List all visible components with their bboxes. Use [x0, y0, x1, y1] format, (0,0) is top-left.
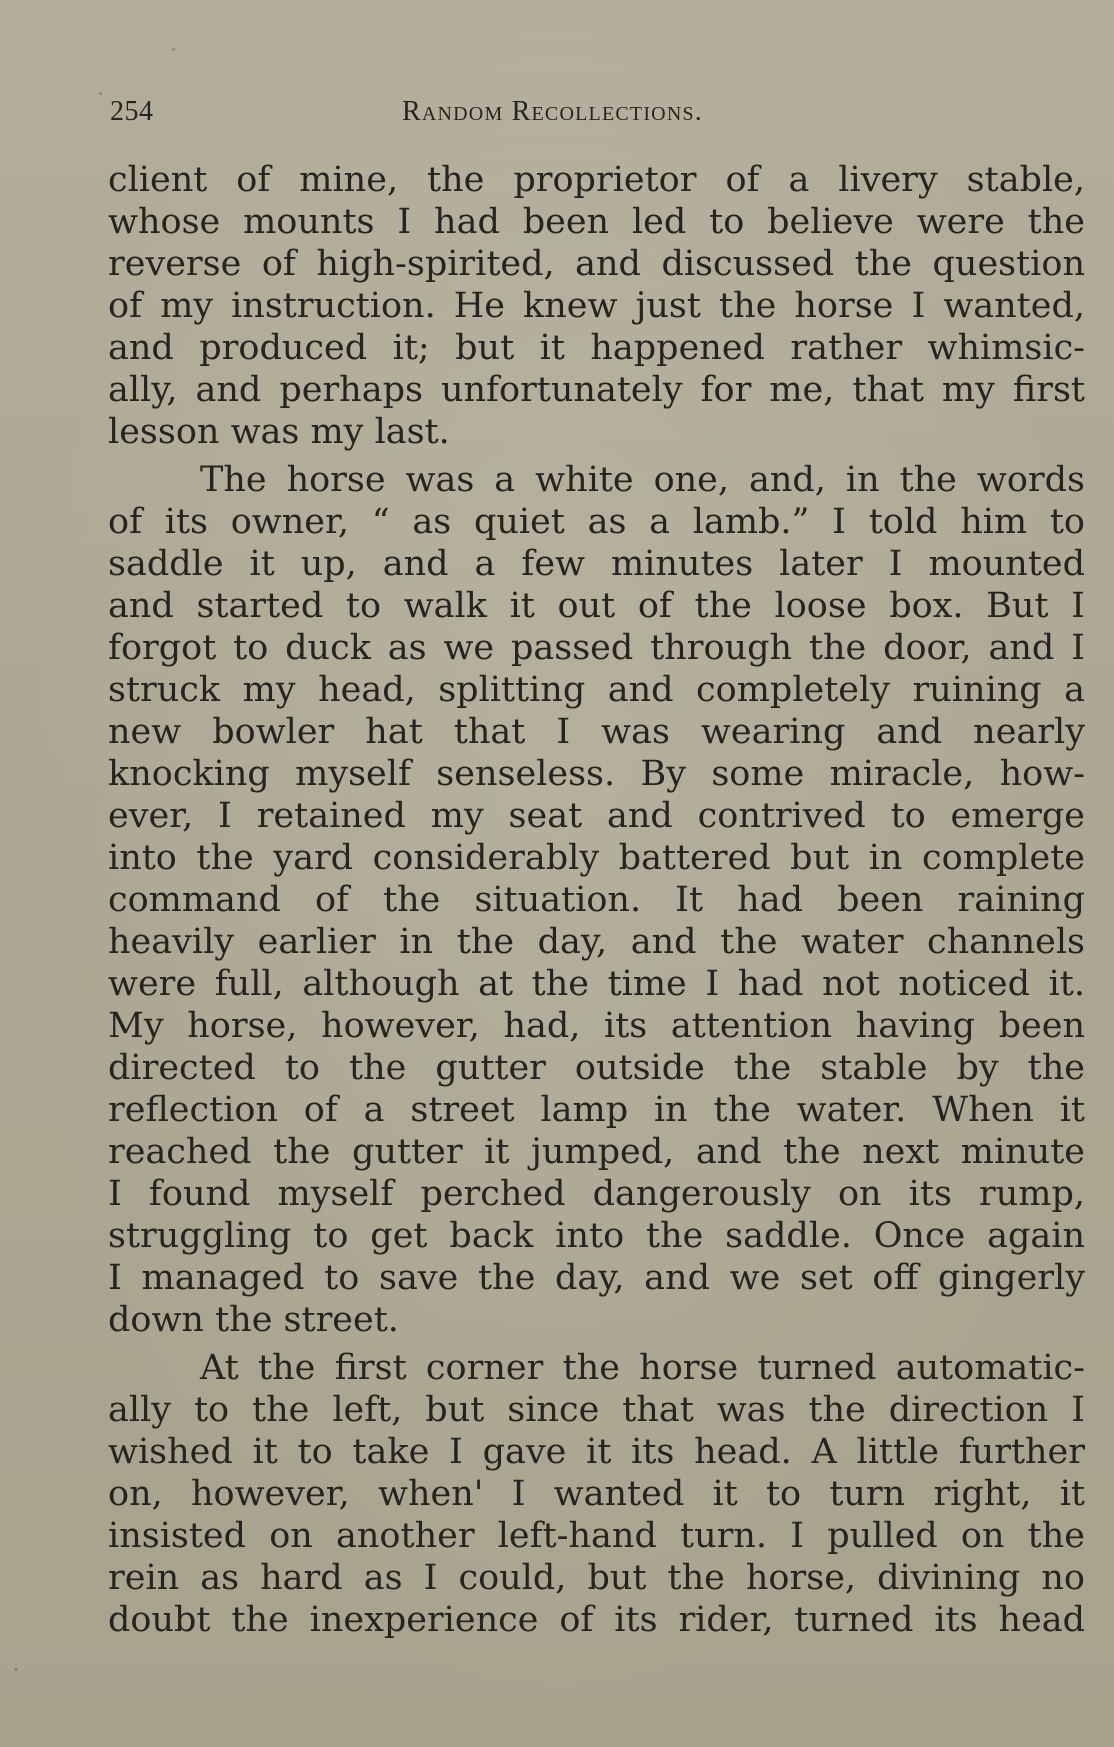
- paragraph: [108, 159, 1085, 453]
- running-title: Random Recollections.: [402, 96, 703, 127]
- text-line: At the first corner the horse turned automatic-: [200, 1348, 1085, 1388]
- text-line: saddle it up, and a few minutes later I mounted: [108, 544, 1085, 584]
- paper-speck: [14, 1668, 18, 1671]
- text-line: into the yard considerably battered but in complete: [108, 838, 1085, 878]
- text-line: were full, although at the time I had not noticed it.: [108, 964, 1085, 1004]
- text-line: and produced it; but it happened rather whimsic-: [108, 328, 1085, 368]
- text-line: directed to the gutter outside the stable by the: [108, 1048, 1085, 1088]
- text-line: heavily earlier in the day, and the water channels: [108, 922, 1085, 962]
- text-line: reached the gutter it jumped, and the next minute: [108, 1132, 1085, 1172]
- text-line: command of the situation. It had been raining: [108, 880, 1085, 920]
- paper-speck: [172, 48, 175, 51]
- text-line: I found myself perched dangerously on its rump,: [108, 1174, 1085, 1214]
- text-line: My horse, however, had, its attention having been: [108, 1006, 1085, 1046]
- text-line: reflection of a street lamp in the water. When it: [108, 1090, 1085, 1130]
- text-line: down the street.: [108, 1300, 399, 1340]
- body-text: [108, 159, 1085, 1641]
- text-line: struck my head, splitting and completely ruining a: [108, 670, 1085, 710]
- text-line: and started to walk it out of the loose box. But I: [108, 586, 1085, 626]
- text-line: ever, I retained my seat and contrived to emerge: [108, 796, 1085, 836]
- text-line: of its owner, “ as quiet as a lamb.” I told him to: [108, 502, 1085, 542]
- text-line: struggling to get back into the saddle. Once again: [108, 1216, 1085, 1256]
- text-line: lesson was my last.: [108, 412, 450, 452]
- text-line: doubt the inexperience of its rider, turned its head: [108, 1600, 1085, 1640]
- page-number: 254: [110, 96, 154, 127]
- text-line: ally, and perhaps unfortunately for me, that my first: [108, 370, 1085, 410]
- text-line: insisted on another left-hand turn. I pulled on the: [108, 1516, 1085, 1556]
- paragraph: [108, 459, 1085, 1341]
- running-head: [108, 96, 1088, 136]
- text-line: whose mounts I had been led to believe were the: [108, 202, 1085, 242]
- text-line: forgot to duck as we passed through the door, and I: [108, 628, 1085, 668]
- text-line: new bowler hat that I was wearing and nearly: [108, 712, 1085, 752]
- paper-speck: [99, 92, 102, 95]
- text-line: of my instruction. He knew just the horse I wanted,: [108, 286, 1085, 326]
- text-line: I managed to save the day, and we set off gingerly: [108, 1258, 1085, 1298]
- text-line: client of mine, the proprietor of a livery stable,: [108, 160, 1085, 200]
- text-line: rein as hard as I could, but the horse, divining no: [108, 1558, 1085, 1598]
- paragraph: [108, 1347, 1085, 1641]
- text-line: The horse was a white one, and, in the words: [200, 460, 1085, 500]
- text-line: ally to the left, but since that was the direction I: [108, 1390, 1085, 1430]
- text-line: wished it to take I gave it its head. A little further: [108, 1432, 1085, 1472]
- text-line: reverse of high-spirited, and discussed the question: [108, 244, 1085, 284]
- text-line: knocking myself senseless. By some miracle, how-: [108, 754, 1085, 794]
- text-line: on, however, when' I wanted it to turn right, it: [108, 1474, 1085, 1514]
